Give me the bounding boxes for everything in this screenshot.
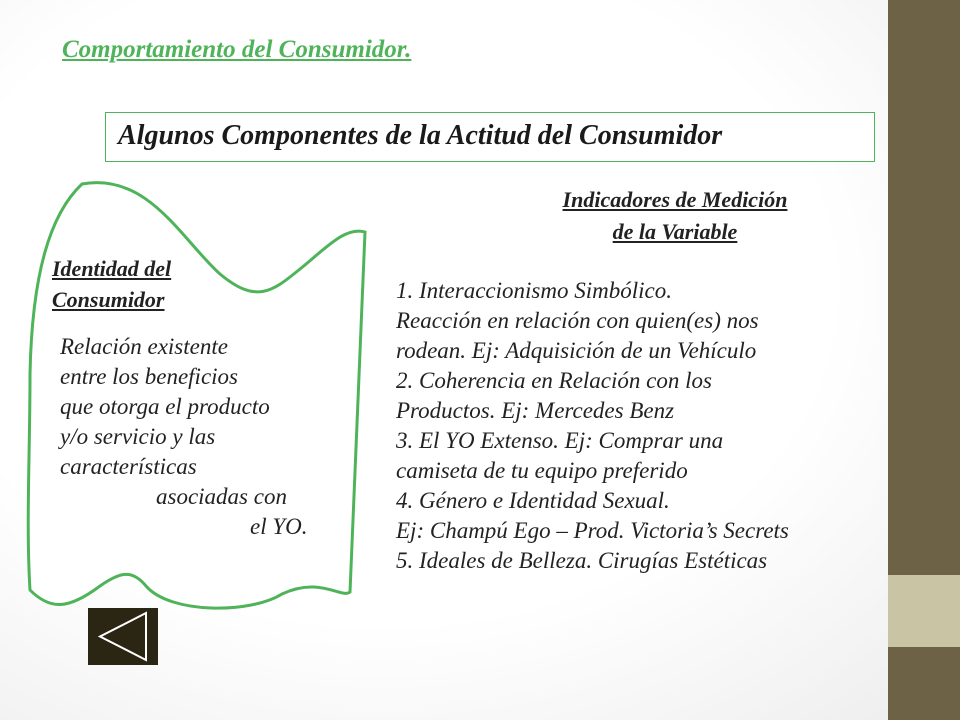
indicator-list bbox=[396, 276, 956, 576]
indicator-line: rodean. Ej: Adquisición de un Vehículo bbox=[396, 338, 757, 363]
indicator-line: camiseta de tu equipo preferido bbox=[396, 458, 688, 483]
identity-title bbox=[52, 253, 171, 315]
identity-text-line: que otorga el producto bbox=[60, 394, 270, 419]
identity-text-line: asociadas con bbox=[156, 484, 287, 509]
indicators-title bbox=[480, 184, 870, 248]
identity-text-line: características bbox=[60, 454, 197, 479]
indicator-line: Productos. Ej: Mercedes Benz bbox=[396, 398, 675, 423]
indicator-line: 4. Género e Identidad Sexual. bbox=[396, 488, 670, 513]
subtitle-box bbox=[105, 112, 875, 162]
indicator-line: Reacción en relación con quien(es) nos bbox=[396, 308, 759, 333]
identity-text-line: Relación existente bbox=[60, 334, 228, 359]
identity-title-line: Identidad del bbox=[52, 256, 172, 281]
indicator-line: 5. Ideales de Belleza. Cirugías Estéticas bbox=[396, 548, 768, 573]
identity-description bbox=[60, 332, 360, 542]
identity-text-line: entre los beneficios bbox=[60, 364, 238, 389]
identity-text-line: y/o servicio y las bbox=[60, 424, 216, 449]
indicator-line: 3. El YO Extenso. Ej: Comprar una bbox=[396, 428, 724, 453]
back-nav-button[interactable] bbox=[88, 608, 158, 665]
identity-text-line: el YO. bbox=[250, 514, 308, 539]
identity-title-line: Consumidor bbox=[52, 287, 165, 312]
indicators-title-line: Indicadores de Medición bbox=[562, 187, 788, 212]
indicators-title-line: de la Variable bbox=[612, 219, 738, 244]
right-accent-block bbox=[888, 575, 960, 647]
subtitle-text: Algunos Componentes de la Actitud del Consumidor bbox=[118, 120, 723, 151]
triangle-left-icon bbox=[88, 608, 158, 665]
indicator-line: Ej: Champú Ego – Prod. Victoria’s Secrets bbox=[396, 518, 789, 543]
indicator-line: 2. Coherencia en Relación con los bbox=[396, 368, 712, 393]
indicator-line: 1. Interaccionismo Simbólico. bbox=[396, 278, 672, 303]
slide-header-title: Comportamiento del Consumidor. bbox=[62, 36, 412, 63]
